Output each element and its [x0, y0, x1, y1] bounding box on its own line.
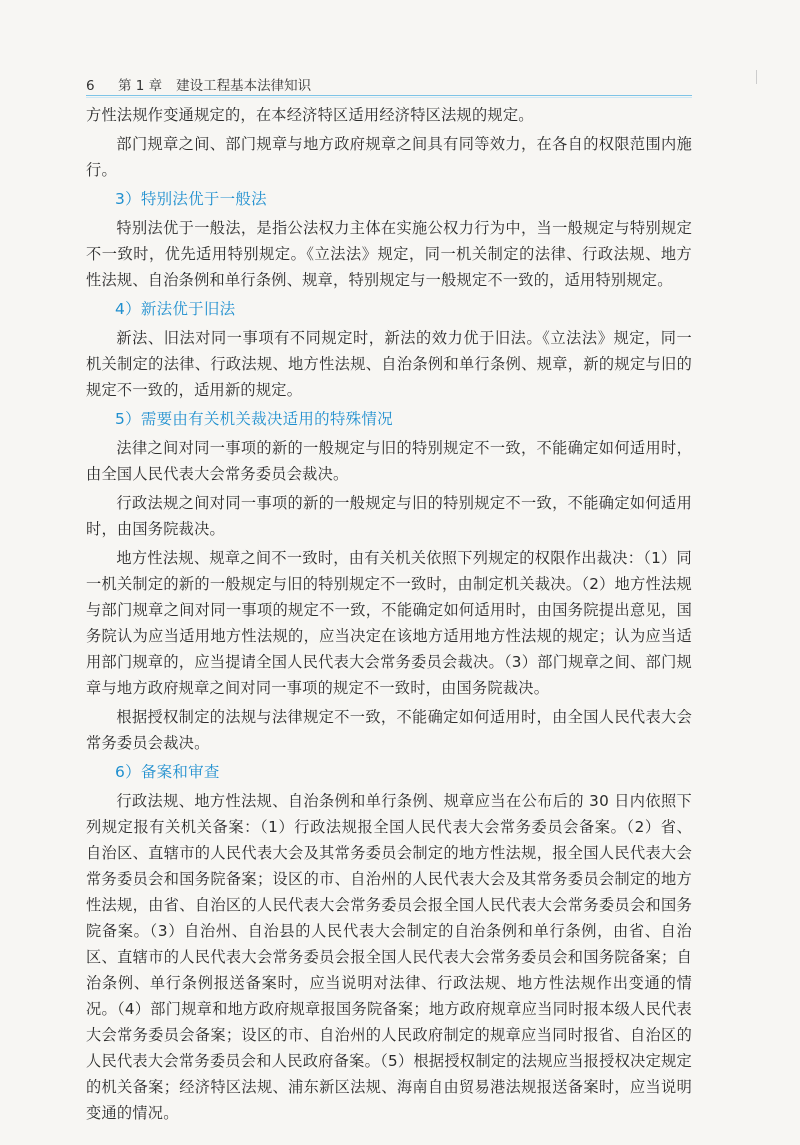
- paragraph: 行政法规之间对同一事项的新的一般规定与旧的特别规定不一致，不能确定如何适用时，由国务院裁决。: [86, 494, 692, 538]
- chapter-title: 建设工程基本法律知识: [176, 78, 312, 94]
- paragraph: 根据授权制定的法规与法律规定不一致，不能确定如何适用时，由全国人民代表大会常务委员会裁决。: [86, 708, 692, 752]
- section-heading: 6）备案和审查: [115, 763, 220, 781]
- page-body: [86, 102, 692, 1129]
- paragraph: 法律之间对同一事项的新的一般规定与旧的特别规定不一致，不能确定如何适用时，由全国人民代表大会常务委员会裁决。: [86, 439, 692, 483]
- section-heading: 3）特别法优于一般法: [115, 190, 267, 208]
- corner-mark: [756, 70, 757, 84]
- paragraph: 行政法规、地方性法规、自治条例和单行条例、规章应当在公布后的 30 日内依照下列规定报有关机关备案：（1）行政法规报全国人民代表大会常务委员会备案。（2）省、自治区、直辖市的人民代表大会及其常务委员会制定的地方性法规，报全国人民代表大会常务委员会和国务院备案；设区的市、自治州的人民代表大会及其常务委员会制定的地方性法规，由省、自治区的人民代表大会常务委员会报全国人民代表大会常务委员会和国务院备案。（3）自治州、自治县的人民代表大会制定的自治条例和单行条例，由省、自治区、直辖市的人民代表大会常务委员会报全国人民代表大会常务委员会和国务院备案；自治条例、单行条例报送备案时，应当说明对法律、行政法规、地方性法规作出变通的情况。（4）部门规章和地方政府规章报国务院备案；地方政府规章应当同时报本级人民代表大会常务委员会备案；设区的市、自治州的人民政府制定的规章应当同时报省、自治区的人民代表大会常务委员会和人民政府备案。（5）根据授权制定的法规应当报授权决定规定的机关备案；经济特区法规、浦东新区法规、海南自由贸易港法规报送备案时，应当说明变通的情况。: [86, 792, 692, 1122]
- section-heading: 4）新法优于旧法: [115, 300, 236, 318]
- header-rule-light: [86, 97, 692, 98]
- paragraph: 特别法优于一般法，是指公法权力主体在实施公权力行为中，当一般规定与特别规定不一致时，优先适用特别规定。《立法法》规定，同一机关制定的法律、行政法规、地方性法规、自治条例和单行条例、规章，特别规定与一般规定不一致的，适用特别规定。: [86, 219, 692, 289]
- paragraph: 新法、旧法对同一事项有不同规定时，新法的效力优于旧法。《立法法》规定，同一机关制定的法律、行政法规、地方性法规、自治条例和单行条例、规章，新的规定与旧的规定不一致的，适用新的规定。: [86, 329, 692, 399]
- paragraph: 地方性法规、规章之间不一致时，由有关机关依照下列规定的权限作出裁决：（1）同一机关制定的新的一般规定与旧的特别规定不一致时，由制定机关裁决。（2）地方性法规与部门规章之间对同一事项的规定不一致，不能确定如何适用时，由国务院提出意见，国务院认为应当适用地方性法规的，应当决定在该地方适用地方性法规的规定；认为应当适用部门规章的，应当提请全国人民代表大会常务委员会裁决。（3）部门规章之间、部门规章与地方政府规章之间对同一事项的规定不一致时，由国务院裁决。: [86, 549, 692, 697]
- paragraph: 方性法规作变通规定的，在本经济特区适用经济特区法规的规定。: [86, 106, 534, 124]
- paragraph: 部门规章之间、部门规章与地方政府规章之间具有同等效力，在各自的权限范围内施行。: [86, 135, 692, 179]
- page-header: [86, 72, 692, 94]
- page-number: 6: [86, 78, 95, 94]
- section-heading: 5）需要由有关机关裁决适用的特殊情况: [115, 410, 393, 428]
- header-rule: [86, 95, 692, 96]
- chapter-label: 第 1 章: [118, 78, 163, 94]
